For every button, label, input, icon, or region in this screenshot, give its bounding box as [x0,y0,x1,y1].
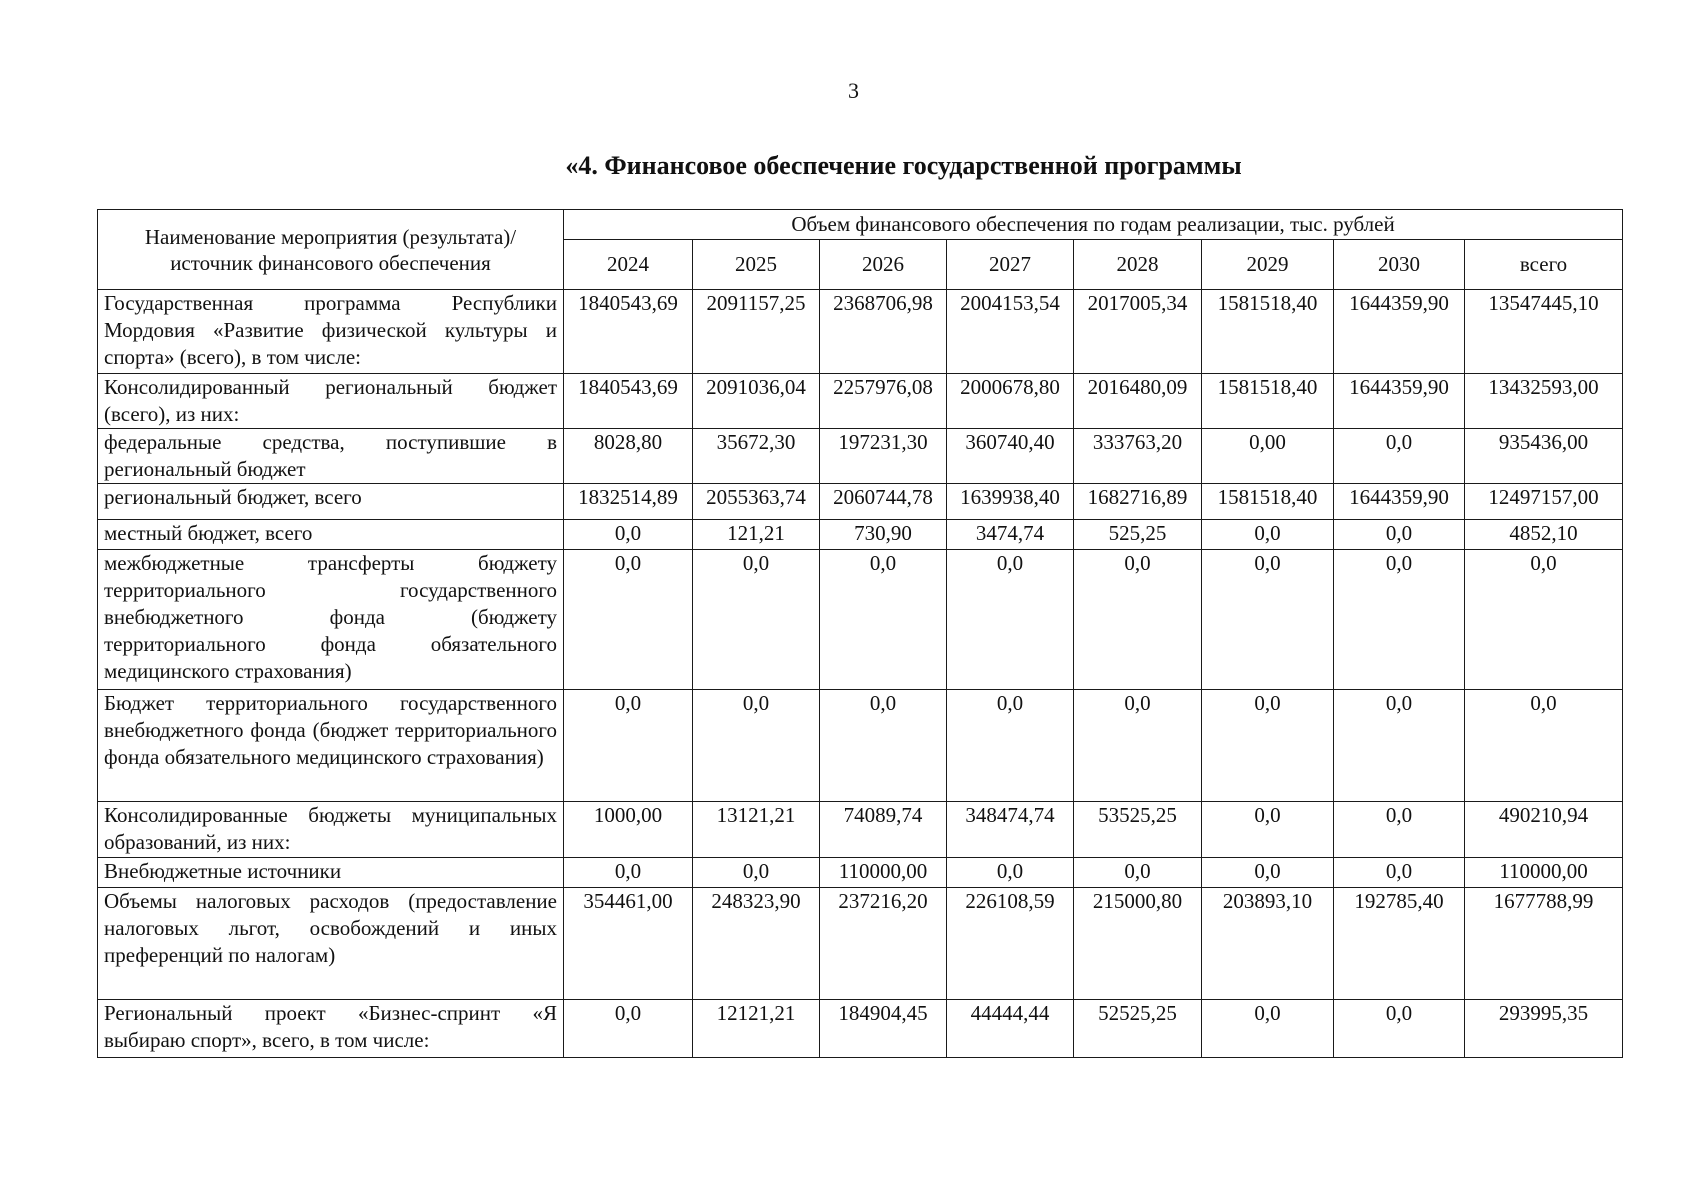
value-cell: 1840543,69 [564,374,693,429]
value-cell: 2000678,80 [947,374,1074,429]
table-row [98,690,1623,802]
value-cell: 203893,10 [1202,888,1334,1000]
value-cell: 197231,30 [820,429,947,484]
value-cell: 0,0 [564,550,693,690]
value-cell: 0,0 [1334,858,1465,888]
value-cell: 1832514,89 [564,484,693,520]
group-header: Объем финансового обеспечения по годам реализации, тыс. рублей [564,210,1623,240]
financing-table [97,209,1623,1058]
value-cell: 0,0 [947,550,1074,690]
value-cell: 52525,25 [1074,1000,1202,1058]
row-name: Объемы налоговых расходов (предоставление налоговых льгот, освобождений и иных преференций по налогам) [98,888,564,1000]
value-cell: 0,0 [693,690,820,802]
year-header: 2028 [1074,240,1202,290]
value-cell: 121,21 [693,520,820,550]
value-cell: 1639938,40 [947,484,1074,520]
value-cell: 8028,80 [564,429,693,484]
value-cell: 0,0 [1334,429,1465,484]
table-row [98,429,1623,484]
row-name: Консолидированный региональный бюджет (всего), из них: [98,374,564,429]
row-name: федеральные средства, поступившие в региональный бюджет [98,429,564,484]
value-cell: 1581518,40 [1202,374,1334,429]
value-cell: 0,0 [1334,1000,1465,1058]
row-name: местный бюджет, всего [98,520,564,550]
value-cell: 0,0 [693,858,820,888]
table-row [98,1000,1623,1058]
year-header: 2025 [693,240,820,290]
value-cell: 0,0 [947,858,1074,888]
total-header: всего [1465,240,1623,290]
table-row [98,290,1623,374]
value-cell: 0,0 [1202,550,1334,690]
value-cell: 35672,30 [693,429,820,484]
row-name: Бюджет территориального государственного внебюджетного фонда (бюджет территориального фонда обязательного медицинского страхования) [98,690,564,802]
value-cell: 1644359,90 [1334,374,1465,429]
table-row [98,550,1623,690]
value-cell: 0,0 [564,1000,693,1058]
year-header: 2027 [947,240,1074,290]
value-cell: 2017005,34 [1074,290,1202,374]
value-cell: 226108,59 [947,888,1074,1000]
value-cell: 348474,74 [947,802,1074,858]
value-cell: 2257976,08 [820,374,947,429]
total-cell: 13432593,00 [1465,374,1623,429]
table-row [98,802,1623,858]
year-header: 2030 [1334,240,1465,290]
value-cell: 0,0 [820,690,947,802]
total-cell: 4852,10 [1465,520,1623,550]
year-header: 2029 [1202,240,1334,290]
value-cell: 0,0 [564,520,693,550]
value-cell: 1581518,40 [1202,290,1334,374]
value-cell: 0,0 [564,690,693,802]
value-cell: 1644359,90 [1334,484,1465,520]
row-name: Консолидированные бюджеты муниципальных образований, из них: [98,802,564,858]
value-cell: 192785,40 [1334,888,1465,1000]
value-cell: 3474,74 [947,520,1074,550]
value-cell: 2091036,04 [693,374,820,429]
value-cell: 2060744,78 [820,484,947,520]
value-cell: 0,0 [947,690,1074,802]
value-cell: 44444,44 [947,1000,1074,1058]
total-cell: 935436,00 [1465,429,1623,484]
value-cell: 730,90 [820,520,947,550]
value-cell: 12121,21 [693,1000,820,1058]
total-cell: 12497157,00 [1465,484,1623,520]
header-row-group [98,210,1623,240]
value-cell: 0,00 [1202,429,1334,484]
total-cell: 490210,94 [1465,802,1623,858]
total-cell: 1677788,99 [1465,888,1623,1000]
row-name: Региональный проект «Бизнес-спринт «Я выбираю спорт», всего, в том числе: [98,1000,564,1058]
total-cell: 0,0 [1465,690,1623,802]
value-cell: 215000,80 [1074,888,1202,1000]
value-cell: 1581518,40 [1202,484,1334,520]
value-cell: 0,0 [1334,550,1465,690]
row-name: межбюджетные трансферты бюджету территориального государственного внебюджетного фонда (бюджету территориального фонда обязательного медицинского страхования) [98,550,564,690]
value-cell: 2368706,98 [820,290,947,374]
value-cell: 1682716,89 [1074,484,1202,520]
value-cell: 2091157,25 [693,290,820,374]
value-cell: 2055363,74 [693,484,820,520]
value-cell: 1000,00 [564,802,693,858]
value-cell: 13121,21 [693,802,820,858]
total-cell: 110000,00 [1465,858,1623,888]
year-header: 2026 [820,240,947,290]
value-cell: 0,0 [1202,520,1334,550]
value-cell: 0,0 [1334,802,1465,858]
value-cell: 2016480,09 [1074,374,1202,429]
value-cell: 2004153,54 [947,290,1074,374]
table-row [98,888,1623,1000]
value-cell: 525,25 [1074,520,1202,550]
value-cell: 0,0 [1202,802,1334,858]
row-name: региональный бюджет, всего [98,484,564,520]
value-cell: 184904,45 [820,1000,947,1058]
value-cell: 333763,20 [1074,429,1202,484]
total-cell: 13547445,10 [1465,290,1623,374]
page-number: 3 [848,78,859,103]
year-header: 2024 [564,240,693,290]
value-cell: 0,0 [1334,690,1465,802]
value-cell: 74089,74 [820,802,947,858]
value-cell: 0,0 [693,550,820,690]
value-cell: 0,0 [1074,550,1202,690]
section-title: «4. Финансовое обеспечение государственной программы [565,151,1242,180]
value-cell: 0,0 [1074,690,1202,802]
row-name: Внебюджетные источники [98,858,564,888]
value-cell: 110000,00 [820,858,947,888]
value-cell: 0,0 [820,550,947,690]
value-cell: 0,0 [1202,858,1334,888]
total-cell: 293995,35 [1465,1000,1623,1058]
value-cell: 0,0 [1074,858,1202,888]
table-row [98,484,1623,520]
value-cell: 0,0 [564,858,693,888]
row-name: Государственная программа Республики Мордовия «Развитие физической культуры и спорта» (всего), в том числе: [98,290,564,374]
value-cell: 1840543,69 [564,290,693,374]
value-cell: 248323,90 [693,888,820,1000]
value-cell: 0,0 [1202,1000,1334,1058]
value-cell: 1644359,90 [1334,290,1465,374]
value-cell: 0,0 [1202,690,1334,802]
value-cell: 0,0 [1334,520,1465,550]
total-cell: 0,0 [1465,550,1623,690]
table-row [98,374,1623,429]
name-column-header: Наименование мероприятия (результата)/источник финансового обеспечения [98,210,564,290]
value-cell: 53525,25 [1074,802,1202,858]
value-cell: 237216,20 [820,888,947,1000]
table-row [98,520,1623,550]
value-cell: 360740,40 [947,429,1074,484]
value-cell: 354461,00 [564,888,693,1000]
table-row [98,858,1623,888]
